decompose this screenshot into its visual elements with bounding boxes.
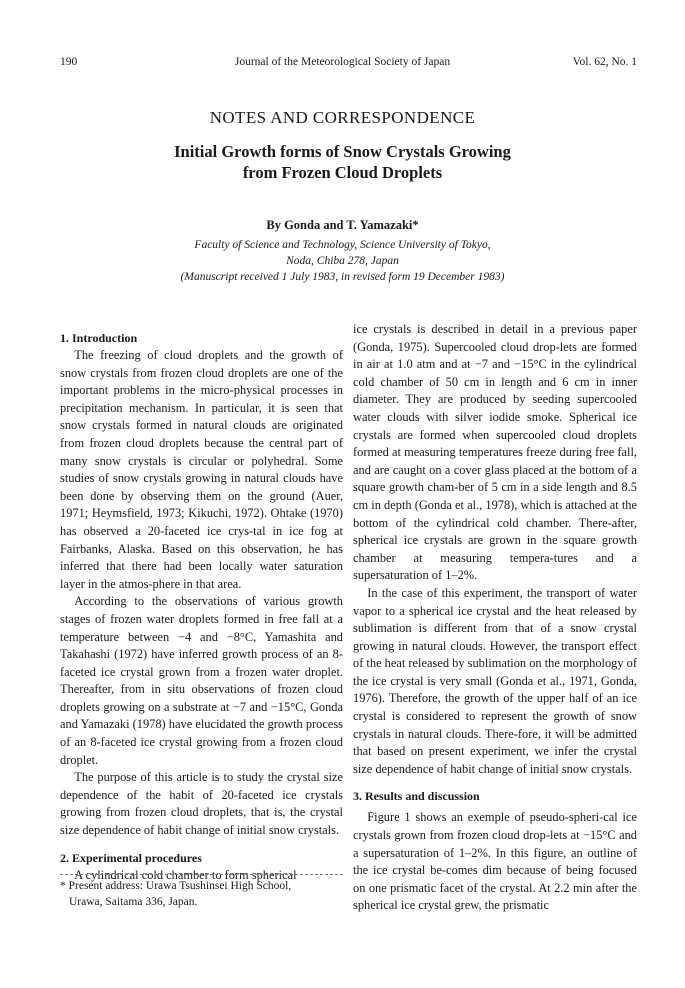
intro-paragraph-1: The freezing of cloud droplets and the growth of snow crystals from frozen cloud droplets are one of the important problems in the micro-physical processes in precipitation mechanism. In particular, it is seen that snow crystals formed in natural clouds are originated from frozen cloud droplets because the central part of many snow crystals is circular or polyhedral. Some studies of snow crystals growing in natural clouds have been done by observing them on the ground (Auer, 1971; Heymsfield, 1973; Kikuchi, 1972). Ohtake (1970) has observed a 20-faceted ice crys-tal in ice fog at Fairbanks, Alaska. Based on this observation, he has inferred that there had been locally water saturation layer in the atmos-phere in that area. <box>60 348 343 591</box>
experimental-paragraph-1-cont: ice crystals is described in detail in a previous paper (Gonda, 1975). Supercooled cloud drop-lets are formed in air at 1.0 atm and at −7 and −15°C in the cylindrical cold chamber of 50 cm in length and 6 cm in inner diameter. They are produced by seeding supercooled water clouds with silver iodide smoke. Spherical ice crystals are formed when supercooled cloud droplets formed at measuring temperatures freeze during free fall, and are caught on a cover glass placed at the bottom of a square growth cham-ber of 5 cm in a side length and 8.5 cm in depth (Gonda et al., 1978), which is attached at the bottom of the cylindrical cold chamber. There-after, spherical ice crystals are grown in the square growth chamber at measuring tempera-tures and a supersaturation of 1–2%. <box>353 322 637 583</box>
footnote-line-1: * Present address: Urawa Tsushinsei High School, <box>60 880 292 892</box>
article-title <box>0 141 685 183</box>
left-column <box>60 329 343 884</box>
intro-paragraph-3: The purpose of this article is to study the crystal size dependence of the habit of 20-faceted ice crystals growing from frozen cloud droplets, that is, the crystal size dependence of habit change of initial snow crystals. <box>60 770 343 838</box>
page-number: 190 <box>60 56 78 68</box>
journal-title: Journal of the Meteorological Society of Japan <box>234 56 451 68</box>
footnote-divider <box>60 874 343 875</box>
volume-info: Vol. 62, No. 1 <box>572 56 637 68</box>
results-heading: 3. Results and discussion <box>353 789 480 804</box>
intro-paragraph-2: According to the observations of various growth stages of frozen water droplets formed in free fall at a temperature between −4 and −8°C, Yamashita and Takahashi (1972) have inferred growth process of an 8-faceted ice crystal grown from a frozen water droplet. Thereafter, from in situ observations of frozen cloud droplets growing on a substrate at −7 and −15°C, Gonda and Yamazaki (1978) have elucidated the growth process of an 8-faceted ice crystal growing from a frozen cloud droplet. <box>60 594 343 767</box>
introduction-heading: 1. Introduction <box>60 331 138 345</box>
results-paragraph-1: Figure 1 shows an exemple of pseudo-spheri-cal ice crystals grown from frozen cloud drop-lets at −15°C and a supersaturation of 1–2%. In this figure, an outline of the ice crystal be-comes dim because of being focused on one prismatic facet of the crystal. At 2.2 min after the spherical ice crystal grew, the prismatic <box>353 810 637 913</box>
experimental-paragraph-2: In the case of this experiment, the transport of water vapor to a spherical ice crystal and the heat released by sublimation is different from that of a snow crystal growing in natural clouds. However, the transport effect of the heat released by sublimation on the morphology of the ice crystal is very small (Gonda et al., 1971, Gonda, 1976). Therefore, the growth of the upper half of an ice crystal is considered to represent the growth of snow crystals in natural clouds. There-fore, it will be admitted that based on present experiment, we infer the crystal size dependence of habit change of initial snow crystals. <box>353 585 637 776</box>
affiliation-line-2: Noda, Chiba 278, Japan <box>286 255 399 267</box>
title-line-2: from Frozen Cloud Droplets <box>242 163 443 182</box>
footnote-line-2: Urawa, Saitama 336, Japan. <box>69 896 198 908</box>
affiliation <box>0 237 685 285</box>
manuscript-note: (Manuscript received 1 July 1983, in revised form 19 December 1983) <box>180 271 505 283</box>
footnote <box>60 878 343 910</box>
authors: By Gonda and T. Yamazaki* <box>266 218 419 232</box>
title-line-1: Initial Growth forms of Snow Crystals Growing <box>174 142 511 161</box>
right-column <box>353 321 637 915</box>
experimental-heading: 2. Experimental procedures <box>60 850 202 865</box>
section-heading: NOTES AND CORRESPONDENCE <box>209 108 476 127</box>
affiliation-line-1: Faculty of Science and Technology, Science University of Tokyo, <box>194 239 491 251</box>
experimental-paragraph-1: A cylindrical cold chamber to form spherical <box>74 867 297 882</box>
